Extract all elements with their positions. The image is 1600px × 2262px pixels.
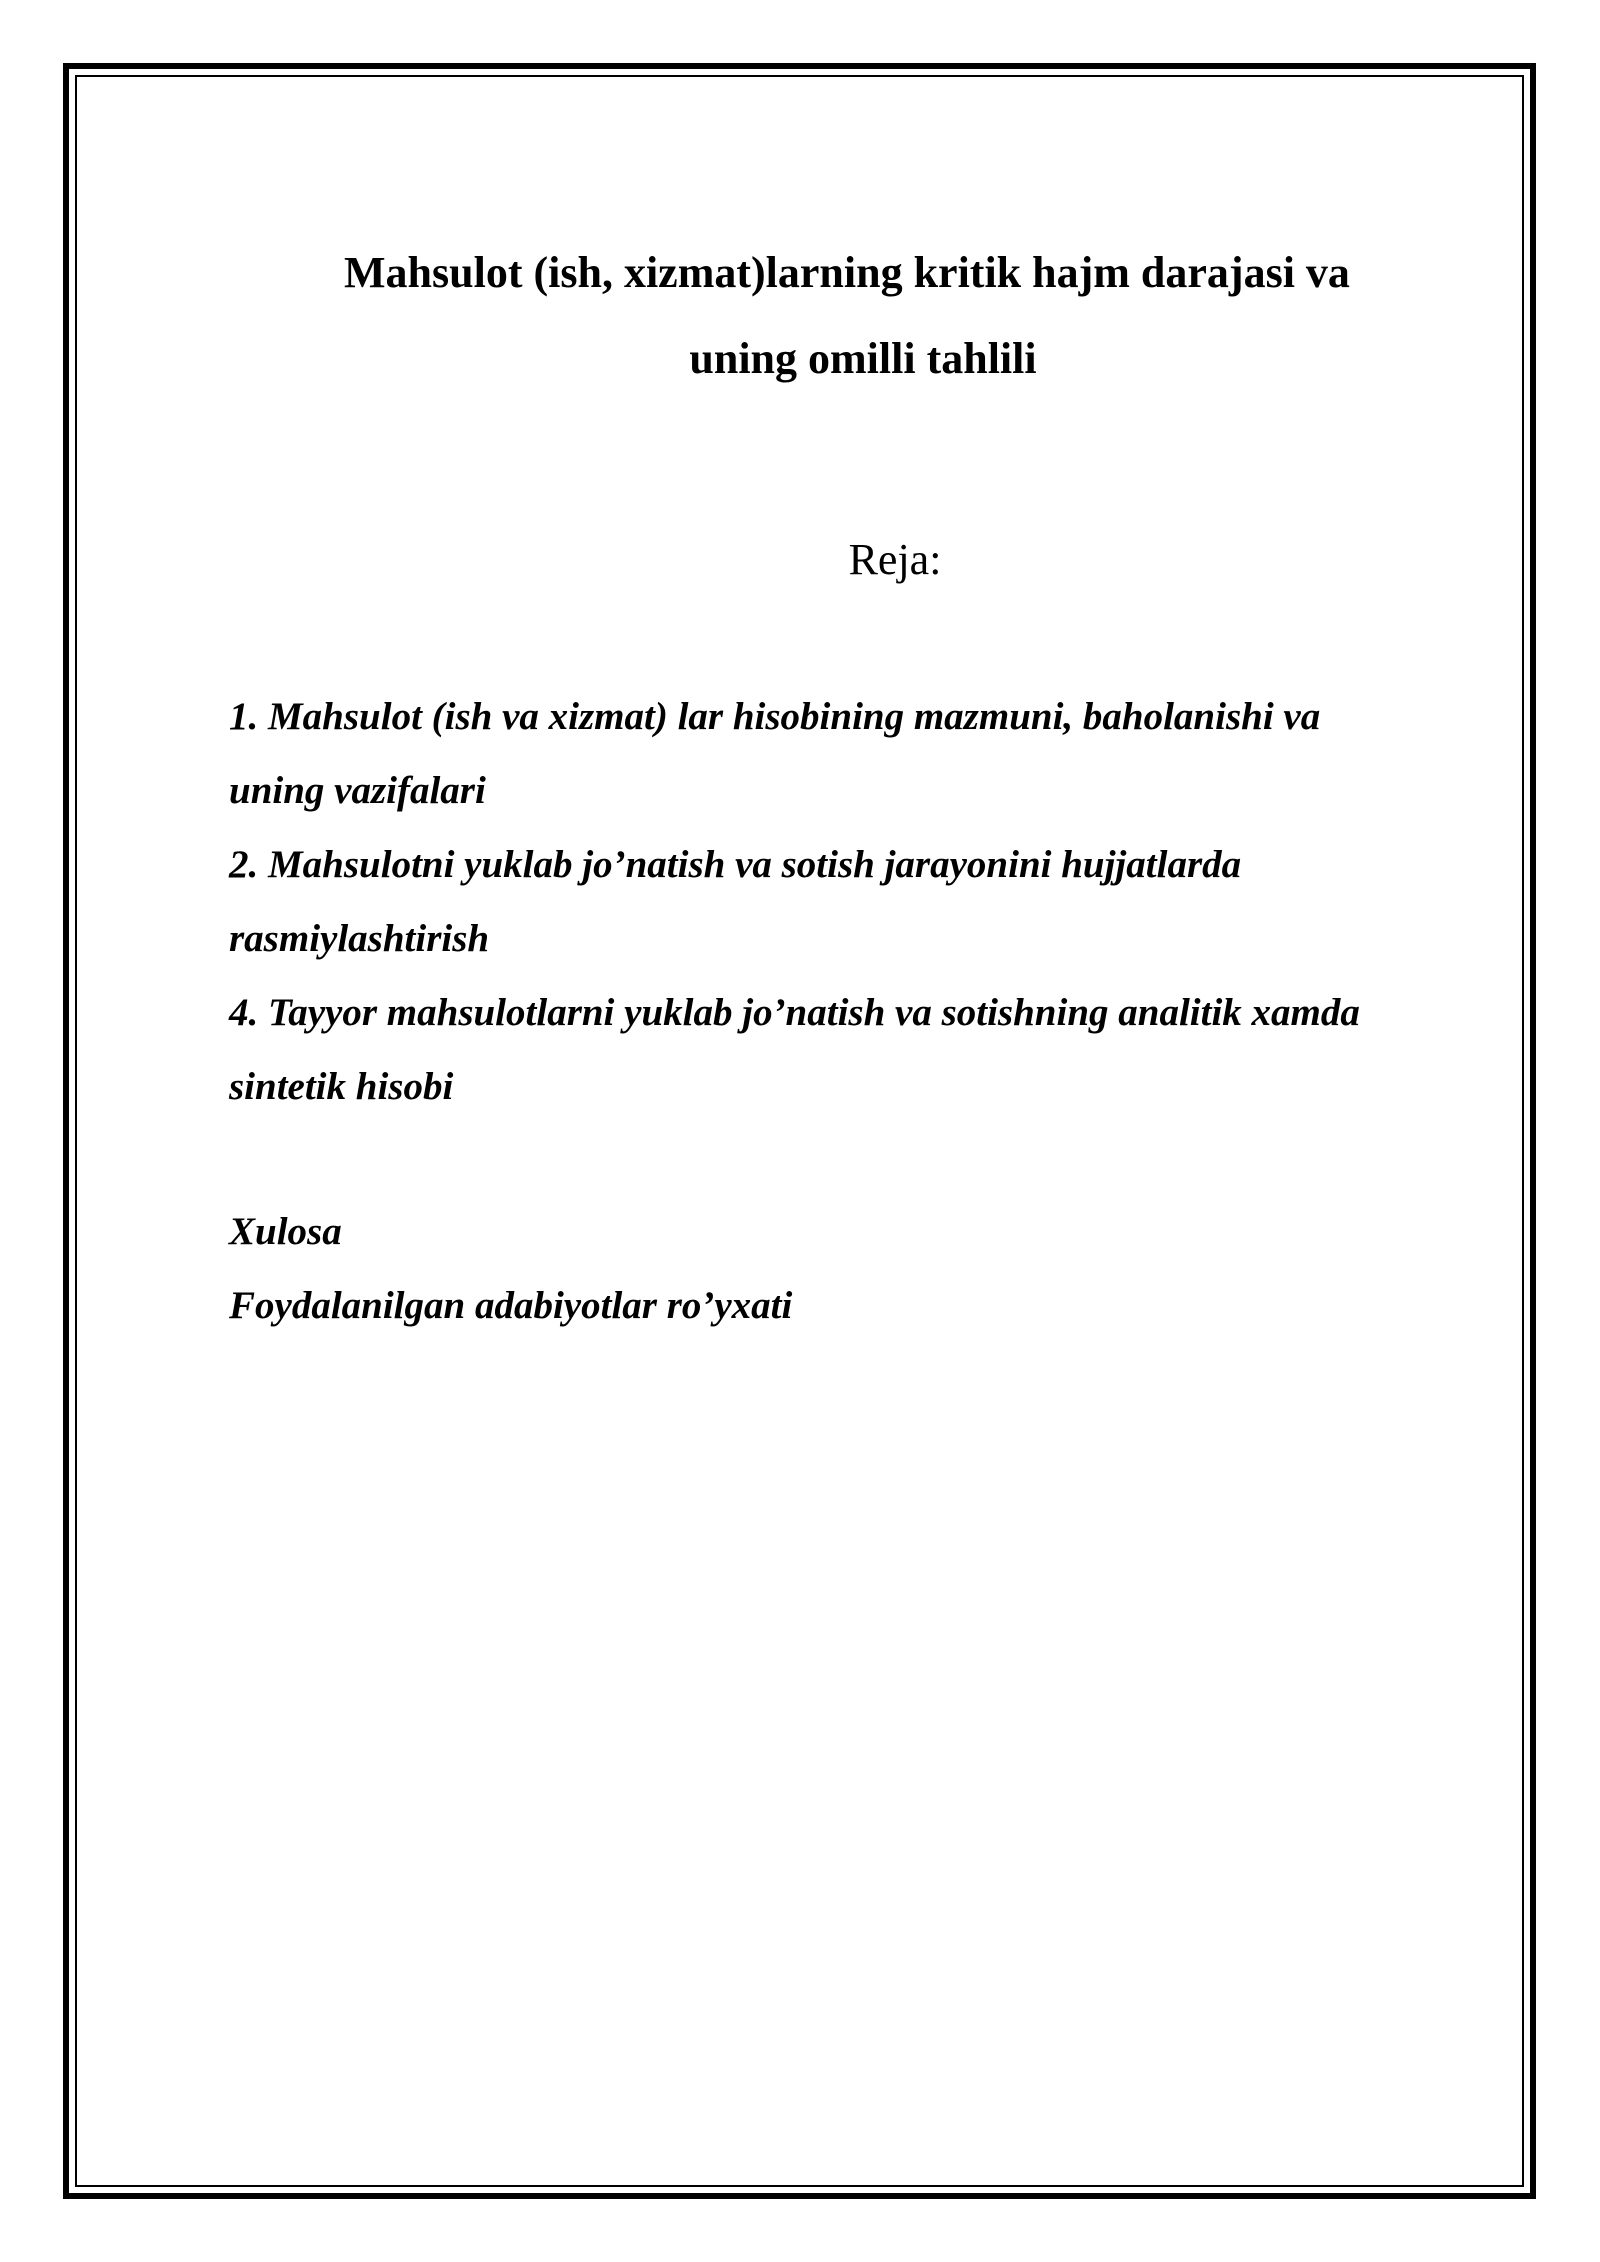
closing-sections (229, 1195, 1429, 1343)
plan-item-1-line-1: 1. Mahsulot (ish va xizmat) lar hisobining mazmuni, baholanishi va (229, 695, 1321, 738)
plan-item-2 (229, 828, 1529, 976)
title-line-2: uning omilli tahlili (689, 334, 1037, 383)
plan-item-2-line-1: 2. Mahsulotni yuklab jo’natish va sotish jarayonini hujjatlarda (229, 843, 1242, 886)
plan-item-1-line-2: uning vazifalari (229, 769, 486, 812)
title-line-1: Mahsulot (ish, xizmat)larning kritik hajm darajasi va (344, 248, 1350, 297)
plan-item-3-line-1: 4. Tayyor mahsulotlarni yuklab jo’natish va sotishning analitik xamda (229, 991, 1360, 1034)
plan-item-1 (229, 680, 1529, 828)
plan-item-3 (229, 976, 1529, 1124)
plan-item-3-line-2: sintetik hisobi (229, 1065, 454, 1108)
plan-item-2-line-2: rasmiylashtirish (229, 917, 490, 960)
plan-heading: Reja: (848, 535, 942, 584)
references-item: Foydalanilgan adabiyotlar ro’yxati (229, 1284, 793, 1327)
conclusion-item: Xulosa (229, 1210, 342, 1253)
plan-list (229, 680, 1529, 1124)
document-title (230, 230, 1500, 402)
